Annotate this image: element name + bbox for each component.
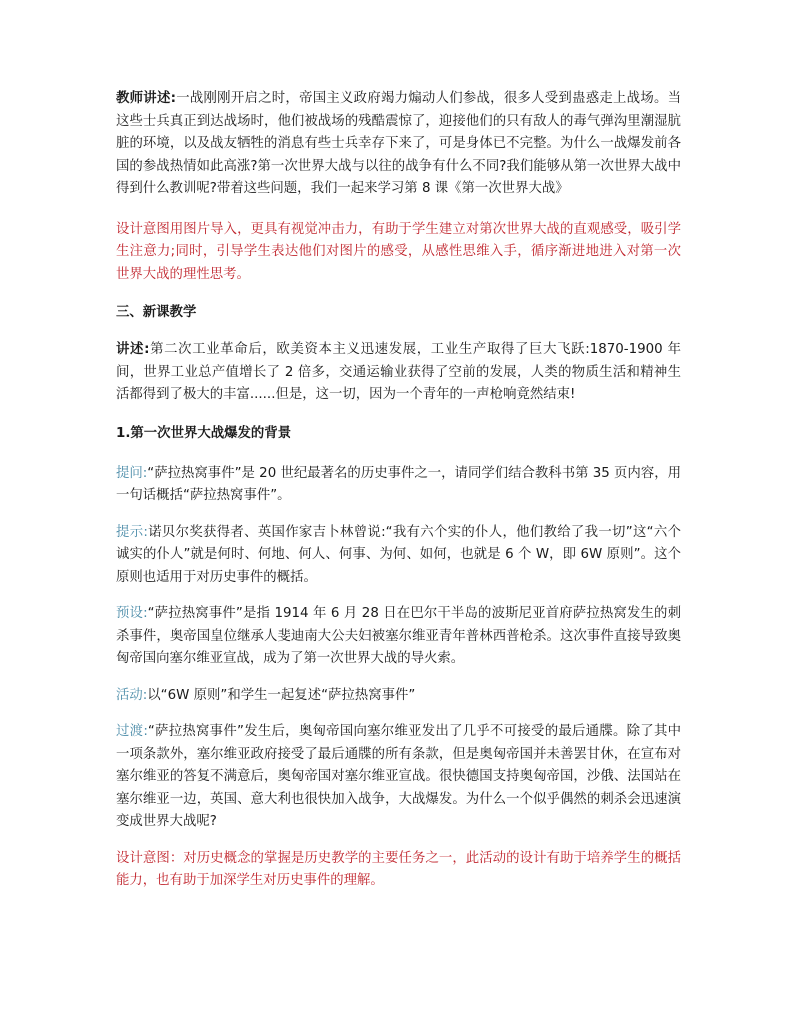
subheading: 1.第一次世界大战爆发的背景 bbox=[116, 425, 292, 441]
lecture-text: 第二次工业革命后，欧美资本主义迅速发展，工业生产取得了巨大飞跃:1870-1900 年间，世界工业总产值增长了 2 倍多，交通运输业获得了空前的发展，人类的物质生活和精神生活都得到了极大的丰富......但是，这一切，因为一个青年的一声枪响竟然结束! bbox=[116, 342, 681, 402]
intro-paragraph bbox=[116, 88, 681, 201]
design-intent-paragraph-2: 设计意图：对历史概念的掌握是历史教学的主要任务之一，此活动的设计有助于培养学生的概括能力，也有助于加深学生对历史事件的理解。 bbox=[116, 850, 681, 888]
preset-label: 预设: bbox=[116, 606, 148, 621]
preset-text: “萨拉热窝事件”是指 1914 年 6 月 28 日在巴尔干半岛的波斯尼亚首府萨拉热窝发生的刺杀事件，奥帝国皇位继承人斐迪南大公夫妇被塞尔维亚青年普林西普枪杀。这次事件直接导致奥匈帝国向塞尔维亚宣战，成为了第一次世界大战的导火索。 bbox=[116, 606, 681, 666]
intro-label: 教师讲述: bbox=[116, 91, 176, 106]
document-page bbox=[116, 88, 681, 907]
design-intent-paragraph-1: 设计意图用图片导入，更具有视觉冲击力，有助于学生建立对第次世界大战的直观感受，吸引学生注意力;同时，引导学生表达他们对图片的感受，从感性思维入手，循序渐进地进入对第一次世界大战的理性思考。 bbox=[116, 221, 681, 282]
activity-text: 以“6W 原则”和学生一起复述“萨拉热窝事件” bbox=[147, 687, 416, 703]
hint-paragraph bbox=[116, 522, 681, 590]
transition-paragraph bbox=[116, 721, 681, 834]
activity-label: 活动: bbox=[116, 687, 148, 703]
intro-text: 一战刚刚开启之时，帝国主义政府竭力煽动人们参战，很多人受到蛊惑走上战场。当这些士兵真正到达战场时，他们被战场的残酷震惊了，迎接他们的只有敌人的毒气弹沟里潮湿肮脏的环境，以及战友牺牲的消息有些士兵幸存下来了，可是身体已不完整。为什么一战爆发前各国的参战热情如此高涨?第一次世界大战与以往的战争有什么不同?我们能够从第一次世界大战中得到什么教训呢?带着这些问题，我们一起来学习第 8 课《第一次世界大战》 bbox=[116, 91, 682, 196]
transition-text: “萨拉热窝事件”发生后，奥匈帝国向塞尔维亚发出了几乎不可接受的最后通牒。除了其中一项条款外，塞尔维亚政府接受了最后通牒的所有条款，但是奥匈帝国并未善罢甘休，在宣布对塞尔维亚的答复不满意后，奥匈帝国对塞尔维亚宣战。很快德国支持奥匈帝国，沙俄、法国站在塞尔维亚一边，英国、意大利也很快加入战争，大战爆发。为什么一个似乎偶然的刺杀会迅速演变成世界大战呢? bbox=[116, 724, 682, 829]
question-paragraph bbox=[116, 463, 681, 508]
lecture-label: 讲述: bbox=[116, 342, 150, 357]
section-heading: 三、新课教学 bbox=[116, 305, 197, 320]
lecture-paragraph bbox=[116, 339, 681, 407]
activity-paragraph bbox=[116, 685, 681, 708]
question-label: 提问: bbox=[116, 465, 148, 481]
question-text: “萨拉热窝事件”是 20 世纪最著名的历史事件之一，请同学们结合教科书第 35 页内容，用一句话概括“萨拉热窝事件”。 bbox=[116, 465, 681, 503]
hint-text: 诺贝尔奖获得者、英国作家吉卜林曾说:“我有六个实的仆人，他们教给了我一切”这“六个诚实的仆人”就是何时、何地、何人、何事、为何、如何，也就是 6 个 W，即 6W 原则”。这个原则也适用于对历史事件的概括。 bbox=[116, 524, 682, 585]
hint-label: 提示: bbox=[116, 524, 148, 540]
preset-paragraph bbox=[116, 603, 681, 671]
transition-label: 过渡: bbox=[116, 724, 148, 739]
